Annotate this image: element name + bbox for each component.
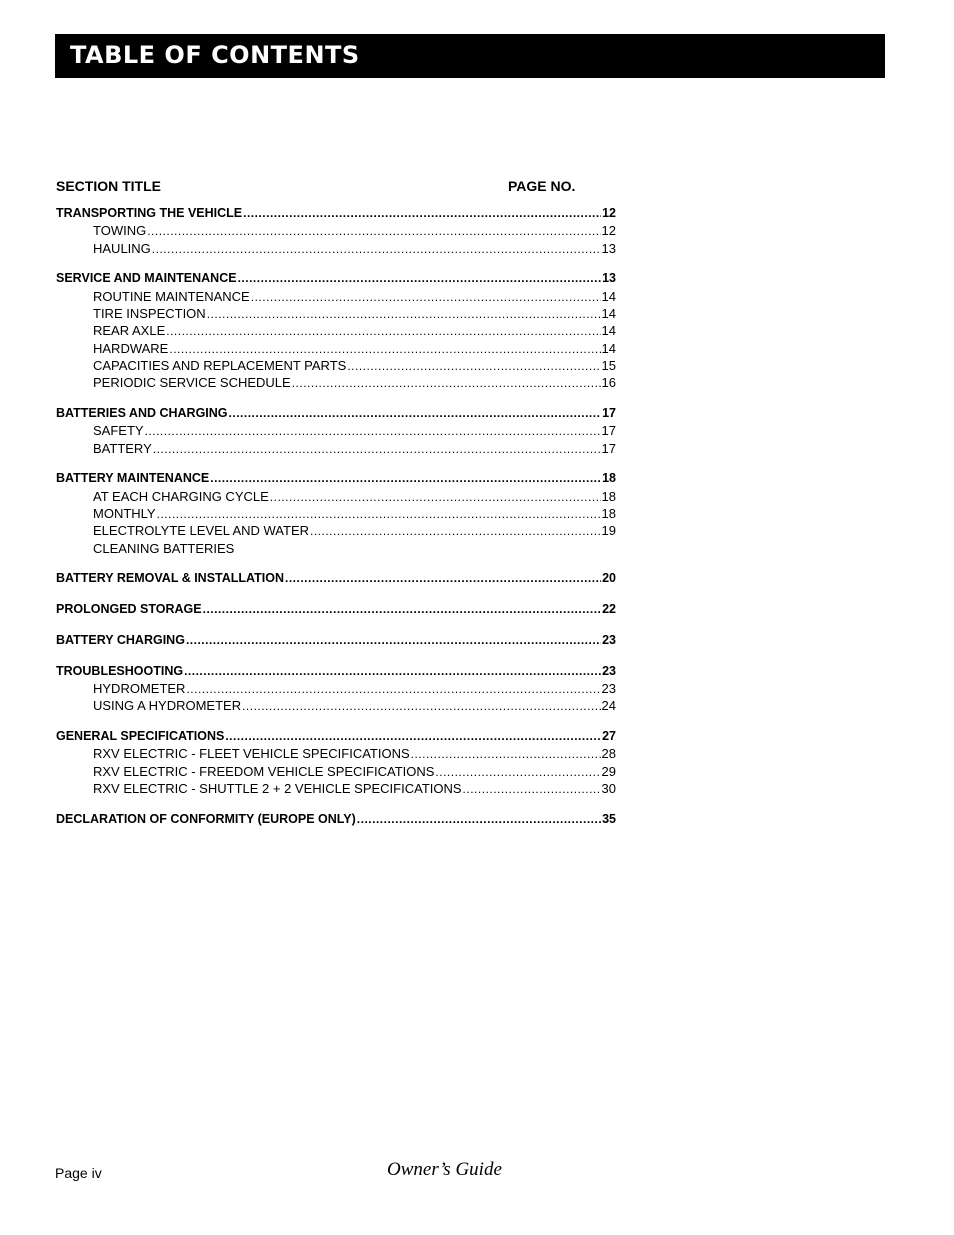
dot-leader xyxy=(229,405,602,422)
dot-leader xyxy=(270,489,601,506)
dot-leader xyxy=(357,811,601,828)
toc-entry-title: MONTHLY xyxy=(93,505,156,521)
toc-subsection-entry[interactable] xyxy=(56,357,616,374)
toc-section-entry[interactable] xyxy=(56,811,616,828)
toc-subsection-entry[interactable] xyxy=(56,440,616,457)
dot-leader xyxy=(238,270,602,287)
toc-section-entry[interactable] xyxy=(56,270,616,287)
dot-leader xyxy=(463,781,601,798)
toc-subsection-entry[interactable] xyxy=(56,680,616,697)
toc-entry-page: 23 xyxy=(601,681,616,697)
toc-entry-title: HARDWARE xyxy=(93,340,169,356)
toc-entry-title: GENERAL SPECIFICATIONS xyxy=(56,729,225,744)
toc-section xyxy=(56,405,616,457)
toc-section xyxy=(56,270,616,391)
toc-entry-title: RXV ELECTRIC - SHUTTLE 2 + 2 VEHICLE SPECIFICATIONS xyxy=(93,781,462,797)
toc-entry-title: AT EACH CHARGING CYCLE xyxy=(93,488,269,504)
toc-subsection-entry[interactable] xyxy=(56,488,616,505)
dot-leader xyxy=(166,323,600,340)
toc-entry-title: TOWING xyxy=(93,223,147,239)
footer-page-number: Page iv xyxy=(55,1165,102,1181)
toc-subsection-entry[interactable] xyxy=(56,374,616,391)
dot-leader xyxy=(203,601,601,618)
toc-entry-title: BATTERY CHARGING xyxy=(56,632,185,647)
toc-entry-page: 22 xyxy=(602,602,616,617)
section-title-header: SECTION TITLE xyxy=(56,178,161,194)
toc-entry-title: RXV ELECTRIC - FREEDOM VEHICLE SPECIFICATIONS xyxy=(93,763,435,779)
toc-entry-title: PROLONGED STORAGE xyxy=(56,602,202,617)
dot-leader xyxy=(243,205,601,222)
dot-leader xyxy=(169,341,600,358)
toc-subsection-entry[interactable] xyxy=(56,422,616,439)
toc-entry-page: 18 xyxy=(602,471,616,486)
toc-section-entry[interactable] xyxy=(56,632,616,649)
toc-subsection-entry[interactable] xyxy=(56,288,616,305)
toc-entry-page: 23 xyxy=(602,632,616,647)
toc-entry-page: 14 xyxy=(601,340,616,356)
toc-subsection-entry[interactable] xyxy=(56,222,616,239)
toc-entry-title: BATTERIES AND CHARGING xyxy=(56,405,228,420)
dot-leader xyxy=(210,470,601,487)
toc-subsection-entry[interactable] xyxy=(56,763,616,780)
toc-subsection-entry[interactable] xyxy=(56,540,616,557)
toc-subsection-entry[interactable] xyxy=(56,745,616,762)
toc-entry-page: 15 xyxy=(601,357,616,373)
toc-section xyxy=(56,728,616,797)
toc-entry-title: TROUBLESHOOTING xyxy=(56,663,184,678)
toc-subsection-entry[interactable] xyxy=(56,305,616,322)
toc-entry-page: 14 xyxy=(601,288,616,304)
dot-leader xyxy=(347,358,600,375)
toc-entry-page: 28 xyxy=(601,746,616,762)
dot-leader xyxy=(207,306,601,323)
toc-entry-title: BATTERY MAINTENANCE xyxy=(56,471,210,486)
toc-entry-title: ROUTINE MAINTENANCE xyxy=(93,288,250,304)
dot-leader xyxy=(153,441,601,458)
toc-entry-title: BATTERY REMOVAL & INSTALLATION xyxy=(56,571,285,586)
dot-leader xyxy=(285,570,601,587)
toc-entry-title: SERVICE AND MAINTENANCE xyxy=(56,271,237,286)
dot-leader xyxy=(411,746,601,763)
toc-section-entry[interactable] xyxy=(56,601,616,618)
toc-section xyxy=(56,632,616,649)
toc-section xyxy=(56,205,616,257)
toc-entry-page: 13 xyxy=(601,240,616,256)
toc-section xyxy=(56,601,616,618)
toc-entry-title: TRANSPORTING THE VEHICLE xyxy=(56,206,243,220)
toc-section-entry[interactable] xyxy=(56,663,616,680)
toc-entry-title: USING A HYDROMETER xyxy=(93,698,242,714)
toc-entry-page: 17 xyxy=(602,405,616,420)
toc-entry-page: 24 xyxy=(601,698,616,714)
footer-guide-title: Owner’s Guide xyxy=(387,1159,502,1180)
toc-section-entry[interactable] xyxy=(56,470,616,487)
toc-section xyxy=(56,570,616,587)
toc-entry-title: HYDROMETER xyxy=(93,681,186,697)
toc-subsection-entry[interactable] xyxy=(56,780,616,797)
dot-leader xyxy=(435,764,600,781)
toc-subsection-entry[interactable] xyxy=(56,322,616,339)
toc-entry-title: CAPACITIES AND REPLACEMENT PARTS xyxy=(93,357,347,373)
dot-leader xyxy=(184,663,601,680)
page-title: TABLE OF CONTENTS xyxy=(70,41,360,69)
dot-leader xyxy=(242,698,600,715)
toc-entry-page: 12 xyxy=(601,223,616,239)
toc-entry-page: 35 xyxy=(602,811,616,826)
dot-leader xyxy=(147,223,600,240)
dot-leader xyxy=(310,523,601,540)
toc-entry-page: 30 xyxy=(601,781,616,797)
toc-section-entry[interactable] xyxy=(56,728,616,745)
toc-entry-title: REAR AXLE xyxy=(93,323,166,339)
page-number-header: PAGE NO. xyxy=(508,178,576,194)
toc-entry-title: CLEANING BATTERIES xyxy=(93,540,235,556)
toc-section xyxy=(56,663,616,715)
toc-entry-page: 14 xyxy=(601,305,616,321)
toc-subsection-entry[interactable] xyxy=(56,240,616,257)
toc-entry-page: 29 xyxy=(601,763,616,779)
toc-entry-title: BATTERY xyxy=(93,440,152,456)
toc-entry-page: 18 xyxy=(601,505,616,521)
toc-entry-title: DECLARATION OF CONFORMITY (EUROPE ONLY) xyxy=(56,811,356,826)
toc-section-entry[interactable] xyxy=(56,405,616,422)
dot-leader xyxy=(225,728,601,745)
toc-entry-title: HAULING xyxy=(93,240,151,256)
column-headers xyxy=(56,178,616,198)
toc-entry-page: 19 xyxy=(601,523,616,539)
toc-entry-page: 13 xyxy=(602,271,616,286)
toc-entry-page: 17 xyxy=(601,440,616,456)
dot-leader xyxy=(186,681,600,698)
toc-subsection-entry[interactable] xyxy=(56,340,616,357)
toc-entry-page: 17 xyxy=(601,423,616,439)
toc-section xyxy=(56,811,616,828)
toc-entry-page: 12 xyxy=(602,206,616,220)
toc-entry-page: 14 xyxy=(601,323,616,339)
toc-section xyxy=(56,470,616,556)
table-of-contents xyxy=(56,205,616,842)
dot-leader xyxy=(157,506,601,523)
toc-entry-title: ELECTROLYTE LEVEL AND WATER xyxy=(93,523,309,539)
toc-subsection-entry[interactable] xyxy=(56,505,616,522)
toc-entry-title: RXV ELECTRIC - FLEET VEHICLE SPECIFICATIONS xyxy=(93,746,410,762)
toc-entry-page: 20 xyxy=(602,571,616,586)
dot-leader xyxy=(251,289,601,306)
toc-entry-page: 16 xyxy=(601,375,616,391)
dot-leader xyxy=(292,375,601,392)
dot-leader xyxy=(145,423,601,440)
toc-section-entry[interactable] xyxy=(56,570,616,587)
toc-section-entry[interactable] xyxy=(56,205,616,222)
toc-subsection-entry[interactable] xyxy=(56,522,616,539)
toc-entry-title: SAFETY xyxy=(93,423,144,439)
toc-subsection-entry[interactable] xyxy=(56,697,616,714)
toc-entry-page: 27 xyxy=(602,729,616,744)
header-bar xyxy=(55,34,885,78)
dot-leader xyxy=(152,241,601,258)
toc-entry-page: 23 xyxy=(602,663,616,678)
toc-entry-title: TIRE INSPECTION xyxy=(93,305,206,321)
toc-entry-page: 18 xyxy=(601,488,616,504)
toc-entry-title: PERIODIC SERVICE SCHEDULE xyxy=(93,375,291,391)
dot-leader xyxy=(186,632,601,649)
